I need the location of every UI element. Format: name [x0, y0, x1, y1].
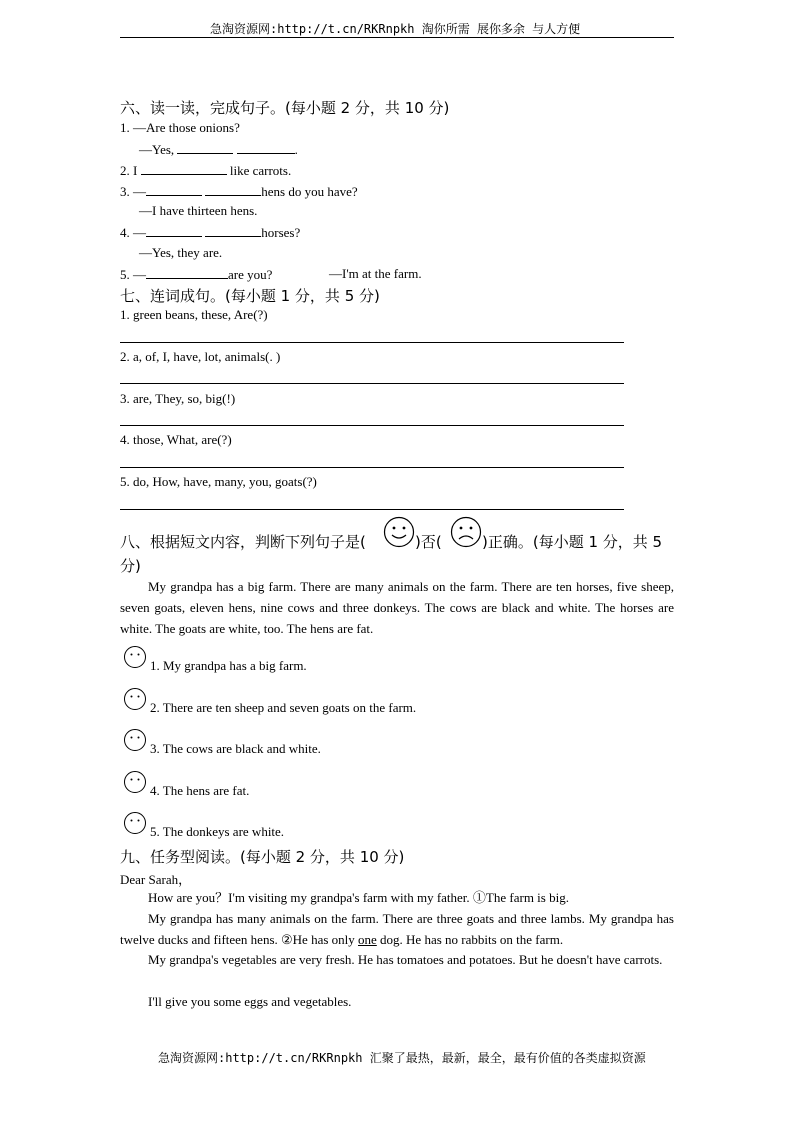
s6-q4: 4. — horses? [120, 225, 301, 240]
section-9-title: 九、任务型阅读。(每小题 2 分，共 10 分) [120, 848, 405, 866]
s6-q1-question: 1. —Are those onions? [120, 120, 240, 135]
section-8-title-mid: )否( [415, 533, 442, 551]
s7-item-5: 5. do, How, have, many, you, goats(?) [120, 474, 317, 489]
page-footer: 急淘资源网:http://t.cn/RKRnpkh 汇聚了最热，最新，最全，最有价值的各类虚拟资源 [158, 1051, 646, 1065]
s7-answer-line-5[interactable] [120, 509, 624, 510]
s6-q1-blank-2[interactable] [237, 141, 295, 154]
s6-q4-blank-1[interactable] [146, 224, 202, 237]
section-6-title: 六、读一读，完成句子。(每小题 2 分，共 10 分) [120, 99, 450, 117]
frowning-face-icon [450, 516, 482, 548]
underlined-word: one [358, 932, 377, 947]
page-header: 急淘资源网:http://t.cn/RKRnpkh 淘你所需 展你多余 与人方便 [210, 22, 581, 36]
s7-item-4: 4. those, What, are(?) [120, 432, 232, 447]
s9-paragraph-3: My grandpa's vegetables are very fresh. He has tomatoes and potatoes. But he doesn't have carrots. [148, 952, 663, 967]
s9-paragraph-2: My grandpa has many animals on the farm. There are three goats and three lambs. My grandpa has twelve ducks and fifteen hens. ②He has only one dog. He has no rabbits on the farm. [120, 911, 674, 947]
s6-q3-answer: —I have thirteen hens. [139, 203, 258, 218]
s6-q3: 3. — hens do you have? [120, 184, 358, 199]
section-8-title-end: )正确。(每小题 1 分，共 5 [482, 533, 663, 551]
s9-paragraph-1: How are you？I'm visiting my grandpa's farm with my father. ①The farm is big. [148, 890, 569, 905]
s6-q4-answer: —Yes, they are. [139, 245, 223, 260]
smiley-face-icon [383, 516, 415, 548]
section-8-title: 八、根据短文内容，判断下列句子是( [120, 533, 366, 551]
s8-item-5: 5. The donkeys are white. [150, 824, 285, 839]
answer-face-icon[interactable] [123, 728, 147, 752]
s7-answer-line-3[interactable] [120, 425, 624, 426]
s7-item-1: 1. green beans, these, Are(?) [120, 307, 268, 322]
s6-q3-blank-2[interactable] [205, 183, 261, 196]
answer-face-icon[interactable] [123, 645, 147, 669]
s8-item-3: 3. The cows are black and white. [150, 741, 321, 756]
s8-item-1: 1. My grandpa has a big farm. [150, 658, 307, 673]
s6-q3-blank-1[interactable] [146, 183, 202, 196]
answer-face-icon[interactable] [123, 770, 147, 794]
s6-q1-answer: —Yes, . [139, 142, 298, 157]
s7-answer-line-2[interactable] [120, 383, 624, 384]
s6-q2: 2. I like carrots. [120, 163, 292, 178]
s6-q2-blank[interactable] [141, 162, 227, 175]
header-rule [120, 37, 674, 38]
s6-q5: 5. — are you? [120, 267, 273, 282]
section-8-title-wrap: 分) [120, 557, 141, 575]
s7-answer-line-1[interactable] [120, 342, 624, 343]
s6-q5-blank[interactable] [146, 266, 228, 279]
s8-item-2: 2. There are ten sheep and seven goats on the farm. [150, 700, 417, 715]
section-7-title: 七、连词成句。(每小题 1 分，共 5 分) [120, 287, 380, 305]
s6-q4-blank-2[interactable] [205, 224, 261, 237]
answer-face-icon[interactable] [123, 687, 147, 711]
s8-passage: My grandpa has a big farm. There are many animals on the farm. There are ten horses, five sheep, seven goats, eleven hens, nine cows and three donkeys. The cows are black and white. The horses are white. The goats are white, too. The hens are fat. [120, 579, 674, 636]
s7-item-2: 2. a, of, I, have, lot, animals(. ) [120, 349, 281, 364]
answer-face-icon[interactable] [123, 811, 147, 835]
s9-paragraph-4: I'll give you some eggs and vegetables. [148, 994, 352, 1009]
s8-item-4: 4. The hens are fat. [150, 783, 250, 798]
s6-q5-answer: —I'm at the farm. [329, 266, 422, 281]
s7-item-3: 3. are, They, so, big(!) [120, 391, 236, 406]
s6-q1-blank-1[interactable] [177, 141, 233, 154]
s9-salutation: Dear Sarah， [120, 872, 192, 887]
s7-answer-line-4[interactable] [120, 467, 624, 468]
